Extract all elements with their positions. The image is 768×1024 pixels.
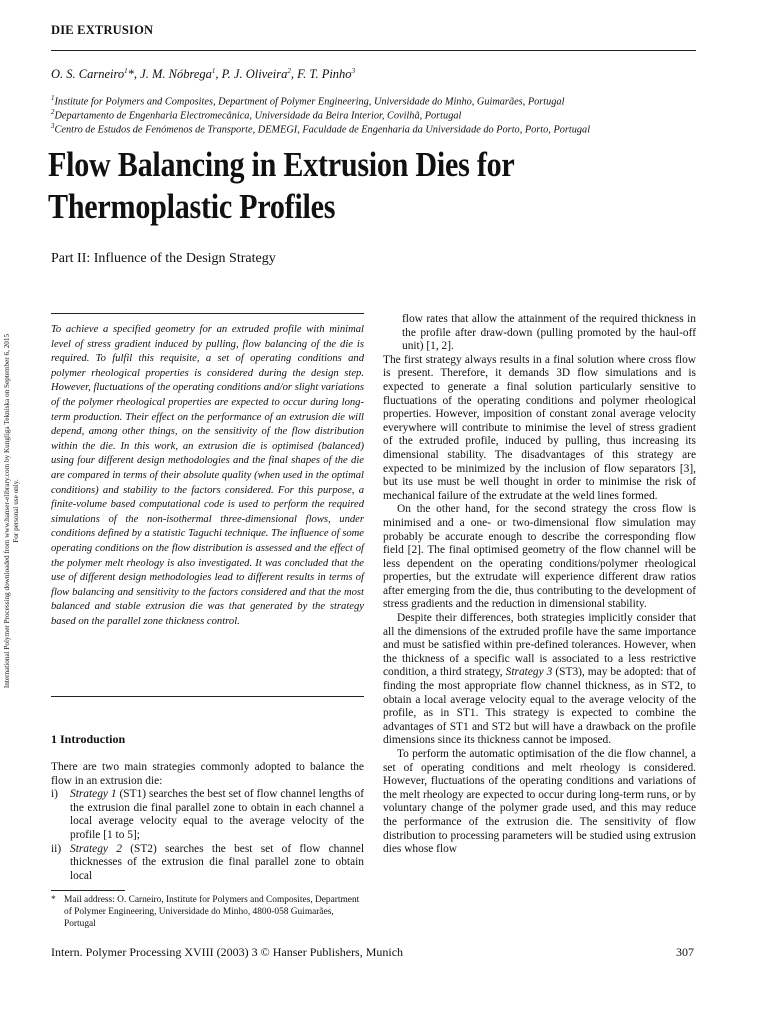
section-label: DIE EXTRUSION [51, 23, 154, 37]
abstract-rule-top [51, 313, 364, 314]
download-notice [0, 276, 20, 746]
header-rule [51, 50, 696, 51]
abstract-rule-bottom [51, 696, 364, 697]
strategy-name: Strategy 1 [70, 788, 117, 801]
list-item-continuation: flow rates that allow the attainment of the required thickness in the profile after draw-down (pulling promoted by the haul-off unit) [1, 2]. [402, 313, 696, 353]
paragraph: On the other hand, for the second strategy the cross flow is minimised and a one- or two-dimensional flow simulation may probably be accurate enough to describe the corresponding flow field [2]. The final optimised geometry of the flow channel will be less dependent on the operating conditions/polymer rheological properties, but the extrudate will experience different draw ratios after emerging from the die, thus contributing to the development of stress gradients and the reduction in dimensional stability. [383, 503, 696, 611]
download-notice-line-2: For personal use only. [12, 479, 20, 543]
journal-citation: Intern. Polymer Processing XVIII (2003) 3 © Hanser Publishers, Munich [51, 945, 404, 959]
article-subtitle: Part II: Influence of the Design Strategy [51, 251, 276, 266]
affiliation-2: $^2$Departamento de Engenharia Electromecânica, Universidade da Beira Interior, Covilhã, Portugal [51, 108, 462, 122]
download-notice-line-1: International Polymer Processing downloaded from www.hanser-elibrary.com by Kungliga Tekniska on September 6, 2015 [3, 333, 11, 689]
list-item: i) Strategy 1 (ST1) searches the best set of flow channel lengths of the extrusion die final parallel zone to obtain in each channel a local average velocity equal to the average velocity of the profile [1 to 5]; [51, 788, 364, 841]
strategy-name: Strategy 2 [70, 842, 122, 855]
right-column-text [383, 313, 696, 857]
footnote-mark: * [51, 895, 56, 905]
article-title [48, 144, 564, 228]
introduction-text [51, 761, 364, 883]
section-heading-introduction: 1 Introduction [51, 732, 126, 746]
footnote-rule [51, 890, 125, 891]
abstract-text: To achieve a specified geometry for an extruded profile with minimal level of stress gradient induced by pulling, flow balancing of the die is required. To fulfil this requisite, a set of operating conditions and polymer rheological properties is considered during the design step. However, fluctuations of the operating conditions and/or slight variations of the polymer rheological properties are expected to occur during long-term production. Their effect on the performance of an extrusion die will depend, among other things, on the sensitivity of the flow distribution within the die. In this work, an extrusion die is optimised (balanced) using four different design methodologies and the final shapes of the die are compared in terms of their absolute quality (when used in the optimal conditions) and stability to the factors considered. For this purpose, a finite-volume based computational code is used to perform the required simulations of the non-isothermal three-dimensional flows, under conditions defined by a statistic Taguchi technique. The influence of some operating conditions on the flow distribution is assessed and the effect of the polymer melt rheology is also investigated. It was concluded that the use of different design methodologies lead to different results in terms of flow balancing and sensitivity to the factors considered and that the most balanced and stable extrusion die was that generated by the strategy based on the parallel zone thickness control. [51, 324, 364, 627]
article-title-line-2: Thermoplastic Profiles [48, 187, 336, 226]
article-title-line-1: Flow Balancing in Extrusion Dies for [48, 145, 515, 184]
strategy-name: Strategy 3 [505, 666, 553, 679]
footnote [51, 894, 364, 930]
list-item-label: ii) [51, 842, 62, 855]
footnote-text: Mail address: O. Carneiro, Institute for Polymers and Composites, Department of Polymer Engineering, Universidade do Minho, 4800-058 Guimarães, Portugal [64, 895, 360, 929]
paragraph: To perform the automatic optimisation of the die flow channel, a set of operating conditions and melt rheology is considered. However, fluctuations of the operating conditions and variations of the melt rheology are expected to occur during long-term runs, or by voluntary change of the polymer grade used, and this may reduce the performance of the extrusion die. The sensitivity of flow distribution to processing parameters will be studied using extrusion dies whose flow [383, 748, 696, 856]
page-number: 307 [676, 945, 694, 959]
affiliation-1: $^1$Institute for Polymers and Composites, Department of Polymer Engineering, Universidade do Minho, Guimarães, Portugal [51, 94, 565, 108]
author-list: O. S. Carneiro$^1$*, J. M. Nóbrega$^1$, P. J. Oliveira$^2$, F. T. Pinho$^3$ [51, 67, 356, 82]
paragraph: Despite their differences, both strategies implicitly consider that all the dimensions of the extruded profile have the same importance and must be satisfied within pre-defined tolerances. However, when the thickness of a specific wall is associated to a less restrictive condition, a third strategy, Strategy 3 (ST3), may be adopted: that of finding the most appropriate flow channel thickness, as in ST2, to obtain a local average velocity equal to the average velocity of the profile, as in ST1. This strategy is expected to combine the advantages of ST1 and ST2 but will have a drawback on the profile dimensions since its thickness cannot be imposed. [383, 612, 696, 747]
paragraph: The first strategy always results in a final solution where cross flow is present. Therefore, it demands 3D flow simulations and is expected to generate a final solution particularly sensitive to fluctuations of the operating conditions and polymer rheological properties. However, imposition of constant zonal average velocity everywhere will contribute to minimise the level of stress gradient of the extruded profile, induced by pulling, thus increasing its dimensional stability. The disadvantages of this strategy are expected to be minimized by the inclusion of flow separators [3], but its use must be well thought in order to minimise the risk of mechanical failure of the extrudate at the weld lines formed. [383, 353, 696, 502]
list-item: ii) Strategy 2 (ST2) searches the best set of flow channel thicknesses of the extrusion die final parallel zone to obtain local [51, 842, 364, 882]
list-item-label: i) [51, 788, 58, 801]
affiliation-3: $^3$Centro de Estudos de Fenómenos de Transporte, DEMEGI, Faculdade de Engenharia da Universidade do Porto, Porto, Portugal [51, 122, 591, 136]
introduction-lead: There are two main strategies commonly adopted to balance the flow in an extrusion die: [51, 761, 364, 787]
